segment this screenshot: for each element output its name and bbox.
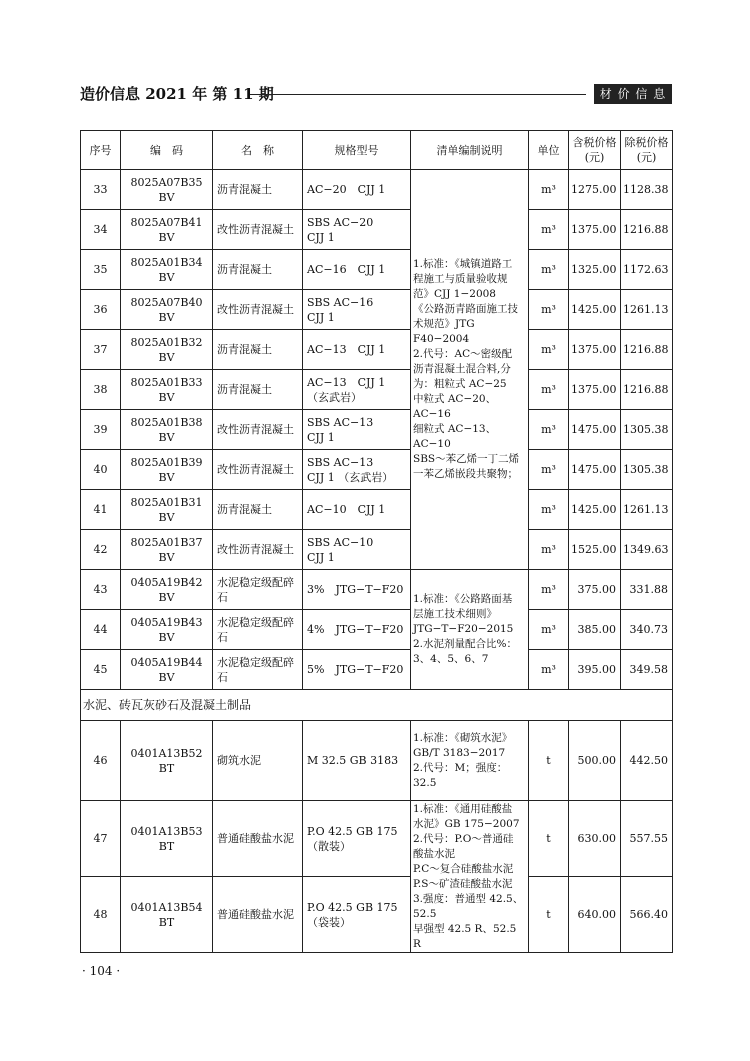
table-row: [81, 650, 673, 690]
row-price-tax: 1375.00: [569, 370, 621, 410]
row-price-tax: 640.00: [569, 877, 621, 953]
text-line: CJJ 1 （玄武岩）: [307, 470, 394, 484]
row-price-notax: 340.73: [621, 610, 673, 650]
row-name: 改性沥青混凝土: [213, 530, 303, 570]
text-line: 8025A07B35: [130, 175, 203, 189]
row-price-tax: 1425.00: [569, 290, 621, 330]
text-line: BT: [158, 761, 175, 775]
text-line: 1.标准：《公路路面基: [413, 593, 513, 605]
row-code: [121, 610, 213, 650]
text-line: P.S～矿渣硅酸盐水泥: [413, 877, 513, 890]
text-line: 程施工与质量验收规: [413, 273, 508, 285]
row-number: 43: [81, 570, 121, 610]
text-line: P.O 42.5 GB 175: [307, 824, 398, 838]
row-price-tax: 1375.00: [569, 210, 621, 250]
row-price-notax: 349.58: [621, 650, 673, 690]
text-line: 4% JTG−T−F20: [307, 623, 404, 636]
text-line: 水泥》GB 175−2007: [413, 817, 520, 830]
row-unit: m³: [529, 250, 569, 290]
text-line: 5% JTG−T−F20: [307, 663, 404, 676]
row-code: [121, 250, 213, 290]
text-line: 8025A07B41: [130, 215, 203, 229]
text-line: 8025A01B39: [130, 455, 203, 469]
row-price-tax: 395.00: [569, 650, 621, 690]
text-line: 2.代号：M；强度：32.5: [413, 761, 508, 789]
text-line: （玄武岩）: [307, 390, 362, 404]
row-name: 沥青混凝土: [213, 170, 303, 210]
table-row: [81, 570, 673, 610]
text-line: 0405A19B42: [130, 575, 203, 589]
text-line: 8025A01B37: [130, 535, 203, 549]
row-code: [121, 877, 213, 953]
col-unit-header: 单位: [529, 131, 569, 170]
row-unit: m³: [529, 410, 569, 450]
row-number: 33: [81, 170, 121, 210]
table-row: [81, 877, 673, 953]
row-number: 42: [81, 530, 121, 570]
col-no-header: 序号: [81, 131, 121, 170]
row-number: 36: [81, 290, 121, 330]
row-spec: [303, 570, 411, 610]
text-line: BV: [158, 390, 175, 404]
row-price-notax: 1172.63: [621, 250, 673, 290]
text-line: BV: [158, 670, 175, 684]
text-line: AC−13 CJJ 1: [307, 343, 386, 356]
row-code: [121, 450, 213, 490]
row-number: 47: [81, 801, 121, 877]
text-line: BV: [158, 350, 175, 364]
row-price-notax: 1216.88: [621, 370, 673, 410]
row-name: 水泥稳定级配碎石: [213, 650, 303, 690]
text-line: SBS AC−16: [307, 295, 374, 309]
row-price-notax: 1216.88: [621, 210, 673, 250]
table-row: [81, 370, 673, 410]
text-line: 2.代号：AC～密级配: [413, 348, 513, 360]
col-spec-header: 规格型号: [303, 131, 411, 170]
text-line: AC−10 CJJ 1: [307, 503, 386, 516]
text-line: CJJ 1: [307, 310, 335, 324]
row-number: 37: [81, 330, 121, 370]
text-line: 0401A13B52: [130, 746, 203, 760]
row-unit: m³: [529, 170, 569, 210]
row-name: 改性沥青混凝土: [213, 290, 303, 330]
row-price-tax: 1275.00: [569, 170, 621, 210]
row-code: [121, 210, 213, 250]
table-row: [81, 250, 673, 290]
col-code-header: 编 码: [121, 131, 213, 170]
row-price-notax: 1261.13: [621, 490, 673, 530]
row-unit: m³: [529, 370, 569, 410]
text-line: AC−16 CJJ 1: [307, 263, 386, 276]
col-price-tax-header: 含税价格(元): [569, 131, 621, 170]
text-line: 1.标准：《通用硅酸盐: [413, 802, 513, 815]
text-line: 1.标准：《城镇道路工: [413, 258, 513, 270]
row-number: 39: [81, 410, 121, 450]
section-tag: 材 价 信 息: [594, 84, 672, 104]
text-line: 0405A19B44: [130, 655, 203, 669]
text-line: 2.水泥剂量配合比%：: [413, 638, 517, 650]
row-price-notax: 1349.63: [621, 530, 673, 570]
text-line: 0405A19B43: [130, 615, 203, 629]
row-code: [121, 650, 213, 690]
row-spec: [303, 877, 411, 953]
text-line: 层施工技术细则》: [413, 608, 497, 620]
text-line: （袋装）: [307, 915, 351, 929]
text-line: 《公路沥青路面施工技: [413, 303, 518, 315]
text-line: P.O 42.5 GB 175: [307, 900, 398, 914]
row-price-tax: 1425.00: [569, 490, 621, 530]
row-price-tax: 1375.00: [569, 330, 621, 370]
row-spec: [303, 170, 411, 210]
table-row: [81, 290, 673, 330]
table-row: [81, 450, 673, 490]
row-price-tax: 1475.00: [569, 450, 621, 490]
col-price-notax-header: 除税价格(元): [621, 131, 673, 170]
row-price-notax: 442.50: [621, 721, 673, 801]
text-line: GB/T 3183−2017: [413, 746, 506, 759]
row-price-notax: 1128.38: [621, 170, 673, 210]
text-line: BV: [158, 310, 175, 324]
row-unit: m³: [529, 330, 569, 370]
text-line: SBS AC−20: [307, 215, 374, 229]
row-spec: [303, 410, 411, 450]
row-name: 沥青混凝土: [213, 250, 303, 290]
row-unit: t: [529, 801, 569, 877]
text-line: 为：粗粒式 AC−25: [413, 378, 507, 390]
row-number: 48: [81, 877, 121, 953]
text-line: 一苯乙烯嵌段共聚物；: [413, 468, 518, 480]
text-line: CJJ 1: [307, 550, 335, 564]
row-name: 改性沥青混凝土: [213, 450, 303, 490]
row-unit: m³: [529, 210, 569, 250]
header-rule: [250, 94, 586, 95]
row-code: [121, 490, 213, 530]
text-line: M 32.5 GB 3183: [307, 754, 399, 767]
text-line: 中粒式 AC−20、AC−16: [413, 393, 497, 420]
row-spec: [303, 330, 411, 370]
text-line: BV: [158, 550, 175, 564]
row-name: 沥青混凝土: [213, 370, 303, 410]
row-code: [121, 570, 213, 610]
text-line: SBS～苯乙烯一丁二烯: [413, 453, 520, 465]
row-unit: m³: [529, 570, 569, 610]
row-number: 40: [81, 450, 121, 490]
row-price-notax: 1261.13: [621, 290, 673, 330]
row-code: [121, 370, 213, 410]
text-line: 3、4、5、6、7: [413, 653, 489, 665]
row-spec: [303, 250, 411, 290]
row-unit: m³: [529, 610, 569, 650]
row-spec: [303, 490, 411, 530]
price-table: [80, 130, 673, 953]
text-line: CJJ 1: [307, 430, 335, 444]
row-price-notax: 1305.38: [621, 450, 673, 490]
row-price-notax: 1305.38: [621, 410, 673, 450]
section-title: 水泥、砖瓦灰砂石及混凝土制品: [81, 690, 673, 721]
row-description: [411, 801, 529, 953]
row-unit: t: [529, 877, 569, 953]
row-number: 35: [81, 250, 121, 290]
row-price-tax: 1325.00: [569, 250, 621, 290]
row-price-tax: 1475.00: [569, 410, 621, 450]
table-header-row: [81, 131, 673, 170]
text-line: 0401A13B54: [130, 900, 203, 914]
row-name: 沥青混凝土: [213, 330, 303, 370]
row-number: 34: [81, 210, 121, 250]
text-line: BT: [158, 839, 175, 853]
text-line: 8025A07B40: [130, 295, 203, 309]
table-row: [81, 410, 673, 450]
text-line: 52.5: [413, 907, 437, 920]
row-unit: t: [529, 721, 569, 801]
row-price-notax: 566.40: [621, 877, 673, 953]
row-price-tax: 1525.00: [569, 530, 621, 570]
text-line: 范》CJJ 1−2008: [413, 288, 496, 300]
row-unit: m³: [529, 530, 569, 570]
text-line: （散装）: [307, 839, 351, 853]
row-spec: [303, 450, 411, 490]
col-desc-header: 清单编制说明: [411, 131, 529, 170]
text-line: BV: [158, 230, 175, 244]
text-line: BV: [158, 470, 175, 484]
row-name: 普通硅酸盐水泥: [213, 801, 303, 877]
row-name: 改性沥青混凝土: [213, 210, 303, 250]
table-row: [81, 530, 673, 570]
row-name: 沥青混凝土: [213, 490, 303, 530]
table-row: [81, 490, 673, 530]
row-code: [121, 170, 213, 210]
text-line: BV: [158, 510, 175, 524]
row-code: [121, 801, 213, 877]
row-spec: [303, 210, 411, 250]
text-line: 8025A01B34: [130, 255, 203, 269]
row-number: 38: [81, 370, 121, 410]
row-name: 普通硅酸盐水泥: [213, 877, 303, 953]
row-spec: [303, 650, 411, 690]
row-name: 水泥稳定级配碎石: [213, 610, 303, 650]
row-number: 46: [81, 721, 121, 801]
row-price-tax: 500.00: [569, 721, 621, 801]
text-line: 酸盐水泥: [413, 847, 455, 860]
text-line: BV: [158, 590, 175, 604]
text-line: 3.强度：普通型 42.5、: [413, 892, 524, 905]
text-line: 8025A01B32: [130, 335, 203, 349]
text-line: 1.标准：《砌筑水泥》: [413, 731, 513, 744]
row-description: [411, 570, 529, 690]
row-name: 水泥稳定级配碎石: [213, 570, 303, 610]
text-line: 0401A13B53: [130, 824, 203, 838]
text-line: 早强型 42.5 R、52.5 R: [413, 922, 517, 950]
row-code: [121, 721, 213, 801]
row-spec: [303, 290, 411, 330]
row-code: [121, 330, 213, 370]
text-line: 8025A01B33: [130, 375, 203, 389]
row-price-tax: 630.00: [569, 801, 621, 877]
row-description: [411, 170, 529, 570]
text-line: BV: [158, 190, 175, 204]
text-line: 8025A01B31: [130, 495, 203, 509]
row-spec: [303, 610, 411, 650]
row-price-notax: 557.55: [621, 801, 673, 877]
text-line: SBS AC−13: [307, 455, 374, 469]
table-row: [81, 330, 673, 370]
row-code: [121, 530, 213, 570]
row-price-notax: 331.88: [621, 570, 673, 610]
journal-title: 造价信息 2021 年 第 11 期: [80, 85, 274, 103]
section-row: [81, 690, 673, 721]
row-description: [411, 721, 529, 801]
text-line: P.C～复合硅酸盐水泥: [413, 862, 514, 875]
page-number: · 104 ·: [82, 964, 121, 978]
col-name-header: 名 称: [213, 131, 303, 170]
row-unit: m³: [529, 650, 569, 690]
row-name: 砌筑水泥: [213, 721, 303, 801]
table-row: [81, 721, 673, 801]
text-line: CJJ 1: [307, 230, 335, 244]
row-price-tax: 375.00: [569, 570, 621, 610]
text-line: 沥青混凝土混合料,分: [413, 363, 511, 375]
row-unit: m³: [529, 450, 569, 490]
row-spec: [303, 801, 411, 877]
text-line: SBS AC−10: [307, 535, 374, 549]
table-row: [81, 801, 673, 877]
row-spec: [303, 370, 411, 410]
row-code: [121, 290, 213, 330]
text-line: 3% JTG−T−F20: [307, 583, 404, 596]
row-price-tax: 385.00: [569, 610, 621, 650]
text-line: JTG−T−F20−2015: [413, 623, 514, 635]
table-row: [81, 610, 673, 650]
page-header: [80, 84, 672, 106]
row-price-notax: 1216.88: [621, 330, 673, 370]
row-code: [121, 410, 213, 450]
row-spec: [303, 530, 411, 570]
text-line: AC−20 CJJ 1: [307, 183, 386, 196]
text-line: 2.代号：P.O～普通硅: [413, 832, 514, 845]
row-unit: m³: [529, 290, 569, 330]
text-line: 术规范》JTG F40−2004: [413, 318, 475, 345]
text-line: SBS AC−13: [307, 415, 374, 429]
text-line: BT: [158, 915, 175, 929]
text-line: AC−13 CJJ 1: [307, 375, 386, 389]
row-unit: m³: [529, 490, 569, 530]
row-number: 41: [81, 490, 121, 530]
text-line: 8025A01B38: [130, 415, 203, 429]
row-name: 改性沥青混凝土: [213, 410, 303, 450]
table-row: [81, 210, 673, 250]
text-line: BV: [158, 630, 175, 644]
text-line: BV: [158, 430, 175, 444]
row-number: 45: [81, 650, 121, 690]
text-line: BV: [158, 270, 175, 284]
row-number: 44: [81, 610, 121, 650]
text-line: 细粒式 AC−13、AC−10: [413, 423, 497, 450]
table-row: [81, 170, 673, 210]
row-spec: [303, 721, 411, 801]
